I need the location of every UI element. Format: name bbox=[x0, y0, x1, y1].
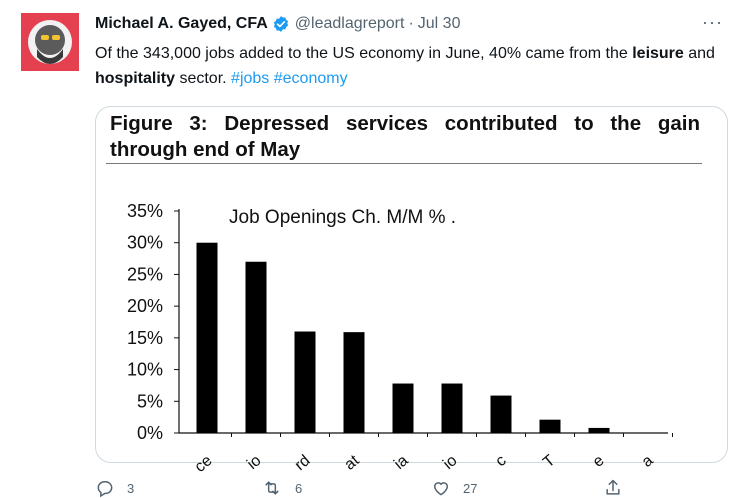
separator-dot: · bbox=[408, 15, 414, 32]
retweet-icon bbox=[261, 478, 283, 498]
x-tick-label: io bbox=[440, 452, 461, 474]
media-card[interactable] bbox=[95, 106, 728, 476]
y-tick-label: 10% bbox=[126, 359, 163, 380]
tweet-text-part: Of the 343,000 jobs added to the US economy in June, 40% came from the bbox=[95, 45, 633, 62]
x-tick-label: io bbox=[244, 452, 265, 474]
retweet-count: 6 bbox=[295, 480, 303, 496]
like-button[interactable] bbox=[431, 478, 477, 498]
reply-button[interactable] bbox=[95, 478, 134, 498]
x-tick-label: ce bbox=[191, 452, 216, 476]
share-icon bbox=[603, 478, 623, 498]
x-tick-label: at bbox=[341, 452, 363, 474]
bar bbox=[491, 396, 512, 433]
verified-badge-icon bbox=[272, 15, 290, 33]
bar bbox=[589, 428, 610, 433]
like-count: 27 bbox=[463, 480, 478, 496]
y-tick-label: 35% bbox=[126, 201, 163, 221]
author-handle[interactable]: @leadlagreport bbox=[294, 15, 405, 32]
tweet-text-part: and bbox=[683, 45, 715, 62]
x-tick-label: e bbox=[589, 452, 608, 471]
avatar-image bbox=[21, 13, 79, 71]
bar bbox=[540, 420, 561, 433]
tweet-bold-leisure: leisure bbox=[632, 45, 684, 62]
tweet-time[interactable]: Jul 30 bbox=[417, 15, 461, 32]
tweet-header bbox=[95, 12, 725, 36]
tweet-text-part: sector. bbox=[175, 70, 232, 87]
y-tick-label: 25% bbox=[126, 264, 163, 285]
tweet-text bbox=[95, 41, 725, 91]
reply-count: 3 bbox=[127, 480, 135, 496]
hashtag-jobs[interactable]: #jobs bbox=[231, 70, 270, 87]
more-options-icon[interactable]: ··· bbox=[702, 12, 723, 32]
y-tick-label: 15% bbox=[126, 327, 163, 348]
bar bbox=[442, 384, 463, 433]
bar bbox=[295, 332, 316, 433]
bar-chart bbox=[96, 107, 727, 476]
tweet-bold-hospitality: hospitality bbox=[95, 70, 176, 87]
bar bbox=[393, 384, 414, 433]
x-tick-label: T bbox=[540, 452, 559, 472]
avatar[interactable] bbox=[21, 13, 79, 71]
chart-title: Job Openings Ch. M/M % . bbox=[229, 207, 457, 228]
figure-title-line2: through end of May bbox=[110, 138, 301, 161]
y-tick-label: 30% bbox=[126, 232, 163, 253]
heart-icon bbox=[431, 478, 451, 498]
x-tick-label: ia bbox=[391, 452, 412, 474]
reply-icon bbox=[95, 478, 115, 498]
figure-title-line1: Figure 3: Depressed services contributed to the gain bbox=[110, 112, 700, 135]
x-tick-label: rd bbox=[291, 452, 314, 475]
x-tick-label: c bbox=[492, 452, 510, 471]
author-name[interactable]: Michael A. Gayed, CFA bbox=[95, 15, 268, 32]
y-tick-label: 5% bbox=[136, 391, 163, 412]
retweet-button[interactable] bbox=[261, 478, 302, 498]
y-tick-label: 0% bbox=[136, 423, 163, 443]
hashtag-economy[interactable]: #economy bbox=[273, 70, 348, 87]
y-tick-label: 20% bbox=[126, 296, 163, 317]
tweet bbox=[95, 12, 725, 91]
x-tick-label: a bbox=[638, 452, 657, 471]
share-button[interactable] bbox=[603, 478, 635, 498]
bar bbox=[197, 243, 218, 433]
tweet-actions bbox=[95, 478, 715, 498]
bar bbox=[246, 262, 267, 433]
bar bbox=[344, 332, 365, 433]
